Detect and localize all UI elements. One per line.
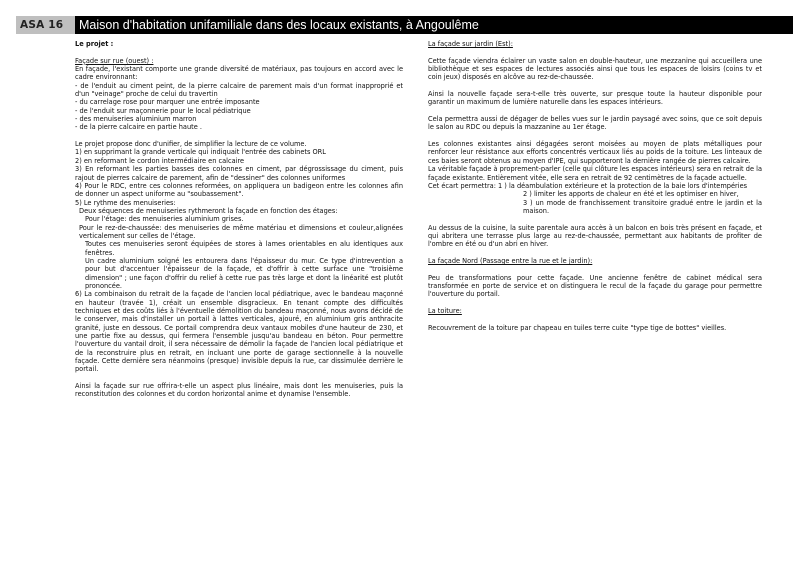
left-column — [75, 40, 403, 399]
jardin-paragraph: Au dessus de la cuisine, la suite parentale aura accès à un balcon en bois très présent en façade, et qui abritera une terrasse plus large au rez-de-chaussée, permettant aux habitants de profiter de l'ombre en été ou d'un abri en hiver. — [428, 223, 762, 249]
bullet-item: - de l'enduit sur maçonnerie pour le local pédiatrique — [75, 106, 251, 115]
toiture-paragraph: Recouvrement de la toiture par chapeau en tuiles terre cuite "type tige de bottes" vieilles. — [428, 323, 727, 332]
point-5-stores: Toutes ces menuiseries seront équipées de stores à lames orientables en alu identiques aux fenêtres. — [85, 240, 403, 257]
jardin-paragraph: Les colonnes existantes ainsi dégagées seront moisées au moyen de plats métalliques pour renforcer leur résistance aux efforts concentrés verticaux liés au poids de la toiture. Les linteaux de ces baies seront obtenus au moyen d'IPE, qui supporteront la dernière rangée de pierres calcaire. — [428, 140, 762, 165]
bullet-item: - du carrelage rose pour marquer une entrée imposante — [75, 98, 260, 107]
bullet-item: - de l'enduit au ciment peint, de la pierre calcaire de parement mais d'un format inapproprié et d'un "veinage" proche de celui du travertin — [75, 81, 403, 99]
point-2: 2) en reformant le cordon intermédiaire en calcaire — [75, 156, 245, 165]
jardin-paragraph: La véritable façade à proprement-parler (celle qui clôture les espaces intérieurs) sera en retrait de la façade existante. Entièrement vitée, elle sera en retrait de 92 centimètres de la façade actuelle. — [428, 165, 762, 182]
point-5-rdc: Pour le rez-de-chaussée: des menuiseries de même matériau et dimensions et couleur,alignées verticalement sur celles de l'étage. — [79, 223, 403, 240]
point-5-cadre: Un cadre aluminium soigné les entourera dans l'épaisseur du mur. Ce type d'intrevention a pour but d'accentuer l'épaisseur de la façade, et d'offrir à cette surface une "troisième dimension" ; une façon d'offrir du relief à cette rue pas très large et dont la linéarité est plutôt prononcée. — [85, 256, 403, 290]
facade-nord-title: La façade Nord (Passage entre la rue et le jardin): — [428, 256, 593, 265]
project-heading: Le projet : — [75, 40, 114, 48]
bullet-item: - des menuiseries aluminium marron — [75, 115, 197, 124]
right-column — [428, 40, 762, 332]
jardin-point-2: 2 ) limiter les apports de chaleur en été et les optimiser en hiver, — [523, 190, 739, 199]
facade-jardin-title: La façade sur jardin (Est): — [428, 40, 513, 48]
point-1: 1) en supprimant la grande verticale qui indiquait l'entrée des cabinets ORL — [75, 148, 326, 157]
point-5: 5) Le rythme des menuiseries: — [75, 198, 176, 207]
jardin-point-3: 3 ) un mode de franchissement transitoire gradué entre le jardin et la maison. — [523, 198, 762, 215]
bullet-item: - de la pierre calcaire en partie haute . — [75, 123, 202, 132]
page-title: Maison d'habitation unifamiliale dans des locaux existants, à Angoulême — [75, 16, 793, 34]
proposal-text: Le projet propose donc d'unifier, de simplifier la lecture de ce volume. — [75, 140, 307, 149]
jardin-paragraph: Cela permettra aussi de dégager de belles vues sur le jardin paysagé avec soins, que ce soit depuis le salon au RDC ou depuis la mazzanine au 1er étage. — [428, 115, 762, 132]
facade-rue-intro: En façade, l'existant comporte une grande diversité de matériaux, pas toujours en accord avec le cadre environnant: — [75, 65, 403, 82]
jardin-paragraph: Cet écart permettra: 1 ) la déambulation extérieure et la protection de la baie lors d'intempéries — [428, 181, 748, 190]
nord-paragraph: Peu de transformations pour cette façade. Une ancienne fenêtre de cabinet médical sera transformée en porte de service et on distinguera le recul de la façade du garage pour permettre l'ouverture du portail. — [428, 273, 762, 299]
toiture-title: La toiture: — [428, 307, 462, 315]
jardin-paragraph: Cette façade viendra éclairer un vaste salon en double-hauteur, une mezzanine qui accueillera une bibliothèque et ses espaces de lectures associés ainsi que tous les espaces de loisirs (coins tv et coin jeux) disposés en alcôve au rez-de-chaussée. — [428, 56, 762, 82]
point-3: 3) En reformant les parties basses des colonnes en ciment, par dégrossissage du ciment, puis rajout de pierres calcaire de parement, afin de "dessiner" des colonnes uniformes — [75, 165, 403, 182]
jardin-paragraph: Ainsi la nouvelle façade sera-t-elle très ouverte, sur presque toute la hauteur disponible pour garantir un maximum de lumière naturelle dans les espaces intérieurs. — [428, 90, 762, 107]
facade-rue-title: Façade sur rue (ouest) : — [75, 56, 154, 65]
conclusion-text: Ainsi la façade sur rue offrira-t-elle un aspect plus linéaire, mais dont les menuiseries, puis la reconstitution des colonnes et du cordon horizontal anime et dynamise l'ensemble. — [75, 382, 403, 399]
point-6: 6) La combinaison du retrait de la façade de l'ancien local pédiatrique, avec le bandeau maçonné en hauteur (travée 1), créait un ensemble disgracieux. En tenant compte des difficultés techniques et des coûts liés à l'éventuelle démolition du bandeau maçonné, nous avons décidé de le conserver, mais d'installer un portail à lattes verticales, ajouré, en aluminium gris anthracite granité, juste en dessous. Ce portail comprendra deux vantaux mobiles d'une hauteur de 230, et une partie fixe au dessus, qui fermera l'ensemble jusqu'au bandeau en béton. Pour permettre l'ouverture du vantail droit, il sera nécessaire de démolir la façade de l'ancien local pédiatrique et de la reconstruire plus en retrait, en incluant une porte de garage sectionnelle à la nouvelle façade. Cette dernière sera néanmoins (presque) invisible depuis la rue, car dissimulée derrière le portail. — [75, 290, 403, 374]
point-5-etage: Pour l'étage: des menuiseries aluminium grises. — [85, 215, 244, 224]
point-5-sequences: Deux séquences de menuiseries rythmeront la façade en fonction des étages: — [79, 206, 338, 215]
section-badge: ASA 16 — [16, 16, 75, 34]
point-4: 4) Pour le RDC, entre ces colonnes reformées, on appliquera un badigeon entre les colonnes afin de donner un aspect uniforme au "soubassement". — [75, 181, 403, 199]
page-header — [16, 16, 793, 34]
